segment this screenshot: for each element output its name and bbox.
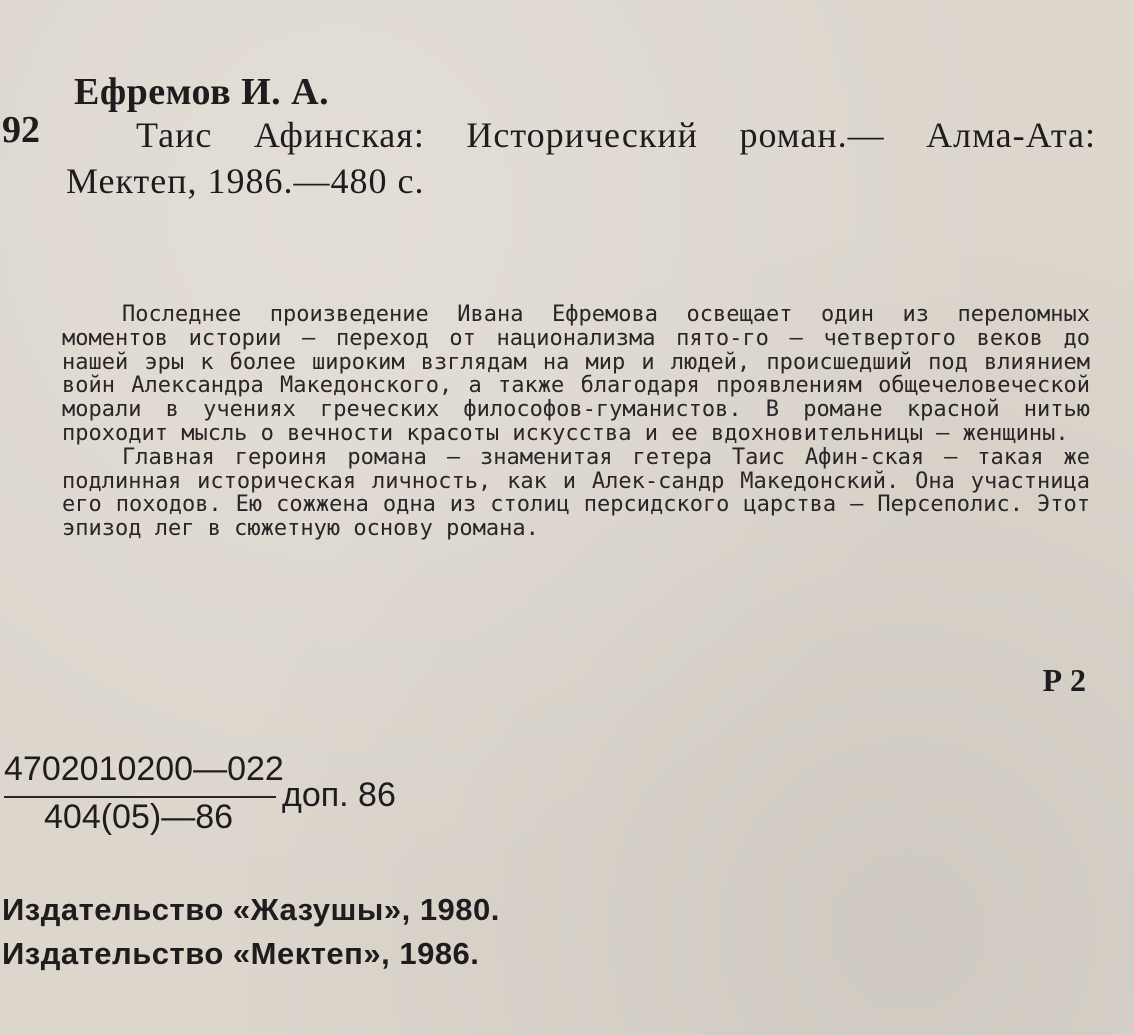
library-classification-code: Р 2	[1042, 662, 1086, 698]
edition-code-numerator: 4702010200—022	[4, 750, 284, 788]
annotation-text	[62, 303, 1090, 541]
classification-number: 92	[2, 109, 40, 151]
author-name: Ефремов И. А.	[74, 71, 330, 113]
copyright-line-1: Издательство «Жазушы», 1980.	[2, 892, 500, 927]
edition-code-extra: доп. 86	[282, 776, 396, 814]
edition-code-denominator: 404(05)—86	[44, 798, 234, 836]
annotation-paragraph-1: Последнее произведение Ивана Ефремова освещает один из переломных моментов истории — переход от национализма пято-го — четвертого веков до нашей эры к более широким взглядам на мир и людей, происшедший под влиянием войн Александра Македонского, а также благодаря проявлениям общечеловеческой морали в учениях греческих философов-гуманистов. В романе красной нитью проходит мысль о вечности красоты искусства и ее вдохновительницы — женщины.	[62, 302, 1090, 446]
bibliographic-title: Таис Афинская: Исторический роман.— Алма-Ата: Мектеп, 1986.—480 с.	[66, 115, 1096, 201]
copyright-line-2: Издательство «Мектеп», 1986.	[2, 936, 480, 971]
copyright-block	[2, 888, 500, 976]
annotation-paragraph-2: Главная героиня романа — знаменитая гетера Таис Афин-ская — такая же подлинная историческая личность, как и Алек-сандр Македонский. Она участница его походов. Ею сожжена одна из столиц персидского царства — Персеполис. Этот эпизод лег в сюжетную основу романа.	[62, 444, 1090, 542]
